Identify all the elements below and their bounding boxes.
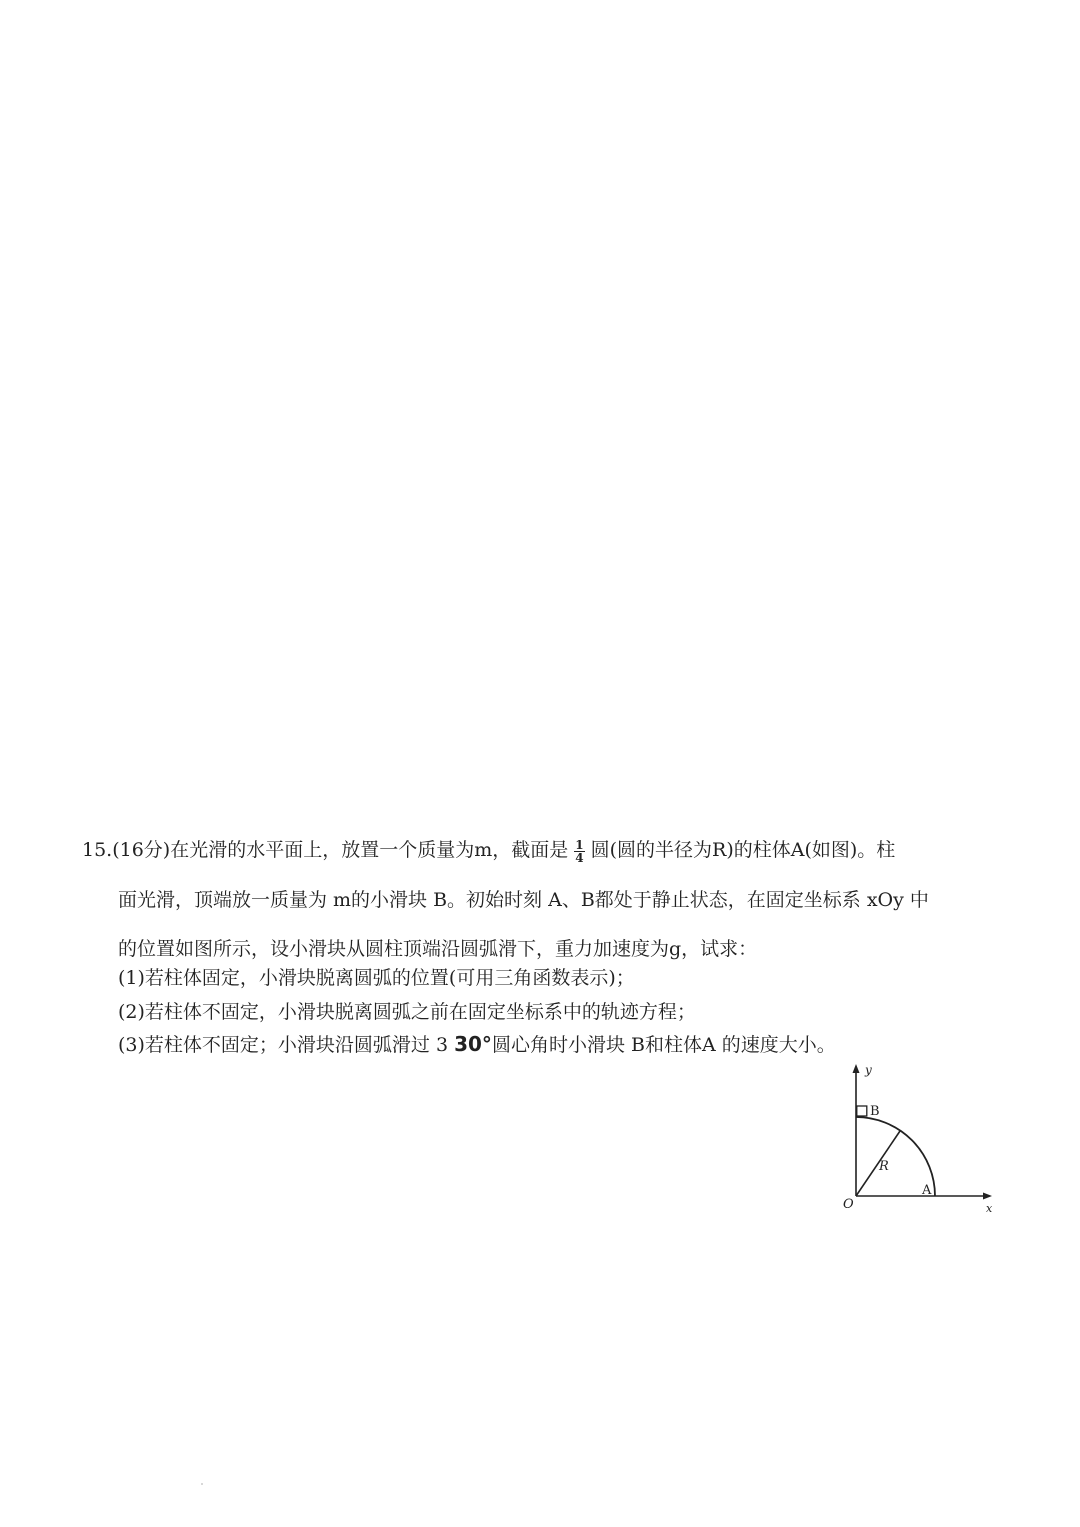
quarter-fraction <box>574 839 584 864</box>
question-2: (2)若柱体不固定，小滑块脱离圆弧之前在固定坐标系中的轨迹方程； <box>118 1001 696 1023</box>
x-axis-arrow-icon <box>983 1193 992 1200</box>
page-speck <box>201 1483 203 1485</box>
question-3 <box>118 1032 836 1057</box>
question-1: (1)若柱体固定，小滑块脱离圆弧的位置(可用三角函数表示)； <box>118 967 635 989</box>
origin-label: O <box>843 1197 854 1212</box>
fraction-numerator: 1 <box>575 837 584 852</box>
quarter-cylinder-figure <box>830 1062 1000 1222</box>
problem-statement-line-3: 的位置如图所示，设小滑块从圆柱顶端沿圆弧滑下，重力加速度为g，试求： <box>118 938 758 960</box>
problem-statement-line-2: 面光滑，顶端放一质量为 m的小滑块 B。初始时刻 A、B都处于静止状态，在固定坐标系 xOy 中 <box>118 889 929 911</box>
statement-text-1a: 15.(16分)在光滑的水平面上，放置一个质量为m，截面是 <box>82 839 569 861</box>
y-axis-label: y <box>865 1063 872 1077</box>
radius-label: R <box>879 1159 889 1174</box>
block-b <box>857 1106 867 1116</box>
question-3-text-b: 圆心角时小滑块 B和柱体A 的速度大小。 <box>491 1034 836 1056</box>
cylinder-a-label: A <box>922 1183 932 1198</box>
statement-text-1b: 圆(圆的半径为R)的柱体A(如图)。柱 <box>590 839 896 861</box>
angle-value: 30° <box>454 1032 492 1056</box>
fraction-denominator: 4 <box>575 850 584 865</box>
problem-statement-line-1 <box>82 838 895 864</box>
block-b-label: B <box>870 1104 880 1119</box>
x-axis-label: x <box>986 1202 993 1215</box>
question-3-text-a: (3)若柱体不固定；小滑块沿圆弧滑过 3 <box>118 1034 455 1056</box>
radius-line <box>856 1131 900 1196</box>
y-axis-arrow-icon <box>853 1064 860 1073</box>
